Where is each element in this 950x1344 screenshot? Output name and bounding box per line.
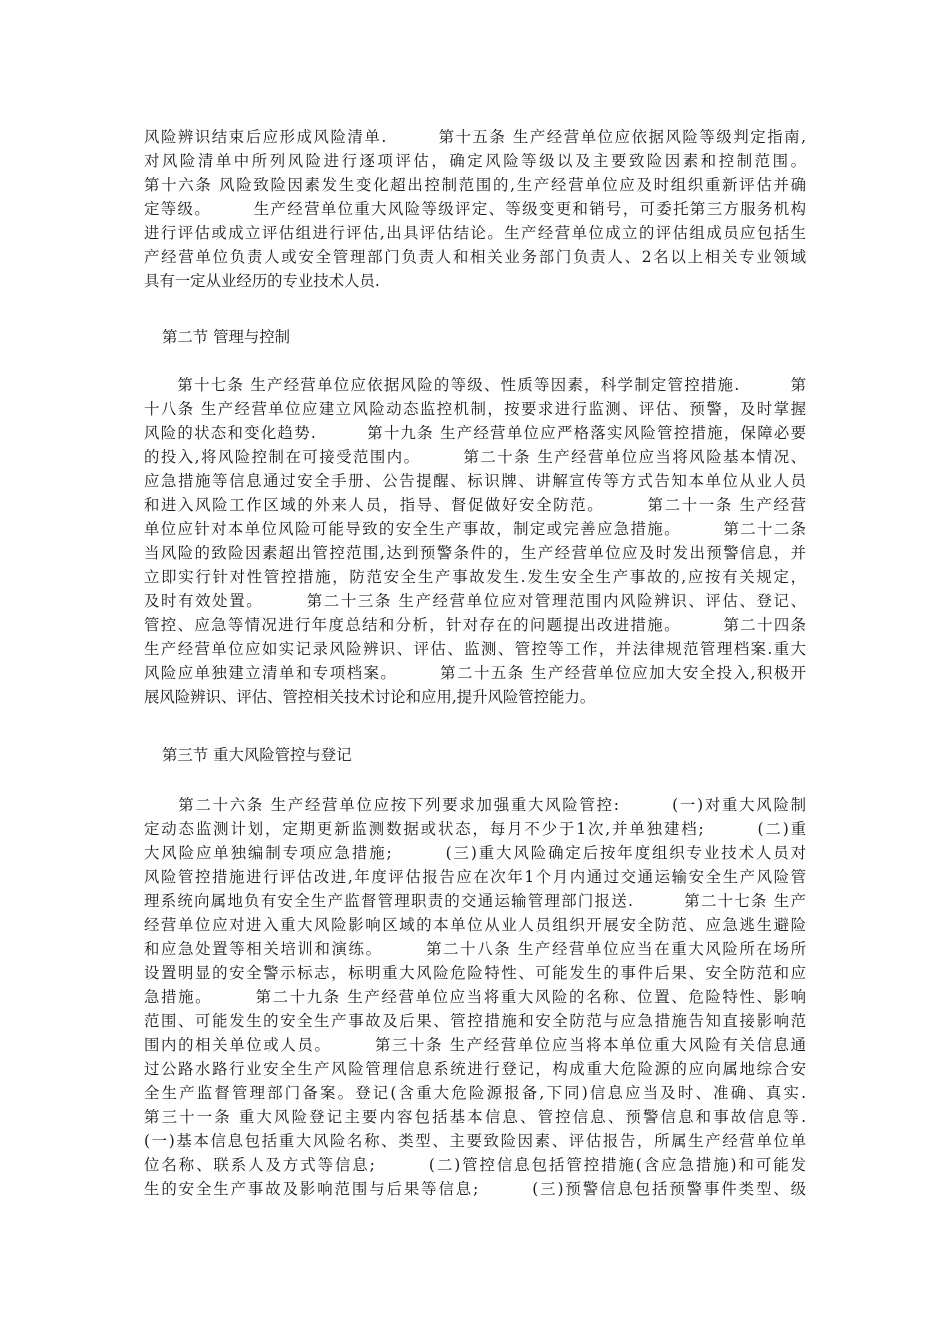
text-line: 管控、应急等情况进行年度总结和分析，针对存在的问题提出改进措施。 第二十四条 [144, 616, 806, 634]
text-line: 风险的状态和变化趋势. 第十九条 生产经营单位应严格落实风险管控措施，保障必要 [144, 424, 806, 442]
text-line: 理系统向属地负有安全生产监督管理职责的交通运输管理部门报送. 第二十七条 生产 [144, 892, 806, 910]
text-line: 应急措施等信息通过安全手册、公告提醒、标识牌、讲解宣传等方式告知本单位从业人员 [144, 472, 806, 490]
text-line: 进行评估或成立评估组进行评估,出具评估结论。生产经营单位成立的评估组成员应包括生 [144, 224, 806, 242]
text-line: 第二十六条 生产经营单位应按下列要求加强重大风险管控: (一)对重大风险制 [144, 796, 806, 814]
text-line: 全生产监督管理部门备案。登记(含重大危险源报备,下同)信息应当及时、准确、真实. [144, 1084, 806, 1102]
text-line: 第十七条 生产经营单位应依据风险的等级、性质等因素，科学制定管控措施. 第 [144, 376, 806, 394]
text-line: 立即实行针对性管控措施，防范安全生产事故发生.发生安全生产事故的,应按有关规定， [144, 568, 806, 586]
text-line: 定等级。 生产经营单位重大风险等级评定、等级变更和销号，可委托第三方服务机构 [144, 200, 806, 218]
text-line: 当风险的致险因素超出管控范围,达到预警条件的，生产经营单位应及时发出预警信息，并 [144, 544, 806, 562]
text-line: 急措施。 第二十九条 生产经营单位应当将重大风险的名称、位置、危险特性、影响 [144, 988, 806, 1006]
text-line: 第三十一条 重大风险登记主要内容包括基本信息、管控信息、预警信息和事故信息等. [144, 1108, 806, 1126]
section-heading: 第三节 重大风险管控与登记 [162, 746, 352, 764]
text-line: (一)基本信息包括重大风险名称、类型、主要致险因素、评估报告，所属生产经营单位单 [144, 1132, 806, 1150]
section-heading: 第二节 管理与控制 [162, 328, 291, 346]
text-line: 风险应单独建立清单和专项档案。 第二十五条 生产经营单位应加大安全投入,积极开 [144, 664, 806, 682]
text-line: 十八条 生产经营单位应建立风险动态监控机制，按要求进行监测、评估、预警，及时掌握 [144, 400, 806, 418]
text-line: 的投入,将风险控制在可接受范围内。 第二十条 生产经营单位应当将风险基本情况、 [144, 448, 806, 466]
text-line: 风险管控措施进行评估改进,年度评估报告应在次年1个月内通过交通运输安全生产风险管 [144, 868, 806, 886]
text-line: 风险辨识结束后应形成风险清单. 第十五条 生产经营单位应依据风险等级判定指南, [144, 128, 806, 146]
text-line: 设置明显的安全警示标志，标明重大风险危险特性、可能发生的事件后果、安全防范和应 [144, 964, 806, 982]
text-line: 单位应针对本单位风险可能导致的安全生产事故，制定或完善应急措施。 第二十二条 [144, 520, 806, 538]
text-line: 过公路水路行业安全生产风险管理信息系统进行登记，构成重大危险源的应向属地综合安 [144, 1060, 806, 1078]
text-line: 生的安全生产事故及影响范围与后果等信息; (三)预警信息包括预警事件类型、级 [144, 1180, 806, 1198]
text-line: 及时有效处置。 第二十三条 生产经营单位应对管理范围内风险辨识、评估、登记、 [144, 592, 806, 610]
text-line: 定动态监测计划，定期更新监测数据或状态，每月不少于1次,并单独建档; (二)重 [144, 820, 806, 838]
text-line: 范围、可能发生的安全生产事故及后果、管控措施和安全防范与应急措施告知直接影响范 [144, 1012, 806, 1030]
text-line: 和应急处置等相关培训和演练。 第二十八条 生产经营单位应当在重大风险所在场所 [144, 940, 806, 958]
text-line: 大风险应单独编制专项应急措施; (三)重大风险确定后按年度组织专业技术人员对 [144, 844, 806, 862]
text-line: 生产经营单位应如实记录风险辨识、评估、监测、管控等工作，并法律规范管理档案.重大 [144, 640, 806, 658]
text-line: 具有一定从业经历的专业技术人员. [144, 272, 380, 290]
text-line: 经营单位应对进入重大风险影响区域的本单位从业人员组织开展安全防范、应急逃生避险 [144, 916, 806, 934]
text-line: 位名称、联系人及方式等信息; (二)管控信息包括管控措施(含应急措施)和可能发 [144, 1156, 806, 1174]
text-line: 和进入风险工作区域的外来人员，指导、督促做好安全防范。 第二十一条 生产经营 [144, 496, 806, 514]
text-line: 展风险辨识、评估、管控相关技术讨论和应用,提升风险管控能力。 [144, 688, 596, 706]
text-line: 第十六条 风险致险因素发生变化超出控制范围的,生产经营单位应及时组织重新评估并确 [144, 176, 806, 194]
text-line: 产经营单位负责人或安全管理部门负责人和相关业务部门负责人、2名以上相关专业领域 [144, 248, 806, 266]
text-line: 对风险清单中所列风险进行逐项评估，确定风险等级以及主要致险因素和控制范围。 [144, 152, 806, 170]
text-line: 围内的相关单位或人员。 第三十条 生产经营单位应当将本单位重大风险有关信息通 [144, 1036, 806, 1054]
